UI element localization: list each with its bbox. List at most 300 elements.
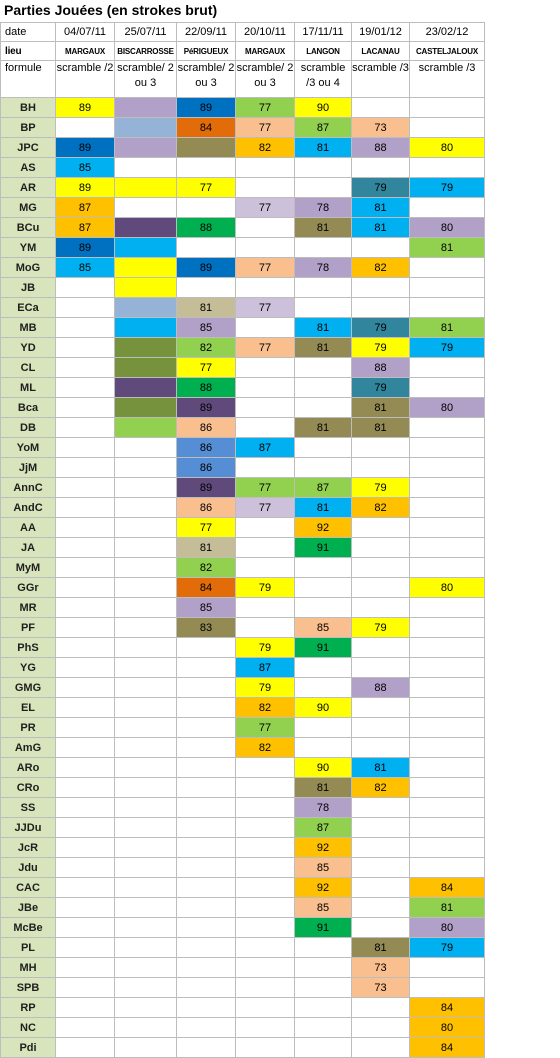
score-cell[interactable] — [352, 918, 410, 938]
score-cell[interactable] — [295, 238, 352, 258]
score-cell[interactable] — [115, 198, 177, 218]
score-cell[interactable] — [410, 798, 485, 818]
formule-cell[interactable]: scramble /3 — [410, 61, 485, 98]
score-cell[interactable]: 82 — [236, 138, 295, 158]
score-cell[interactable]: 91 — [295, 638, 352, 658]
formule-cell[interactable]: scramble /3 — [352, 61, 410, 98]
score-cell[interactable] — [410, 358, 485, 378]
score-cell[interactable] — [410, 678, 485, 698]
score-cell[interactable]: 81 — [295, 318, 352, 338]
score-cell[interactable] — [115, 538, 177, 558]
date-cell[interactable]: 22/09/11 — [177, 23, 236, 42]
score-cell[interactable] — [295, 398, 352, 418]
score-cell[interactable]: 88 — [177, 218, 236, 238]
score-cell[interactable]: 85 — [295, 898, 352, 918]
score-cell[interactable]: 86 — [177, 418, 236, 438]
score-cell[interactable]: 80 — [410, 138, 485, 158]
score-cell[interactable] — [352, 878, 410, 898]
score-cell[interactable] — [295, 978, 352, 998]
score-cell[interactable] — [352, 718, 410, 738]
date-cell[interactable]: 25/07/11 — [115, 23, 177, 42]
score-cell[interactable] — [410, 458, 485, 478]
player-name-cell[interactable]: AndC — [1, 498, 56, 518]
score-cell[interactable] — [115, 238, 177, 258]
formule-cell[interactable]: scramble/ 2 ou 3 — [236, 61, 295, 98]
score-cell[interactable] — [115, 358, 177, 378]
formule-cell[interactable]: scramble /2 — [56, 61, 115, 98]
score-cell[interactable]: 92 — [295, 518, 352, 538]
score-cell[interactable]: 77 — [236, 338, 295, 358]
player-name-cell[interactable]: YoM — [1, 438, 56, 458]
score-cell[interactable] — [236, 458, 295, 478]
score-cell[interactable]: 81 — [295, 418, 352, 438]
score-cell[interactable]: 89 — [177, 258, 236, 278]
score-cell[interactable] — [295, 358, 352, 378]
score-cell[interactable]: 73 — [352, 118, 410, 138]
score-cell[interactable] — [115, 578, 177, 598]
score-cell[interactable] — [236, 898, 295, 918]
score-cell[interactable]: 79 — [352, 478, 410, 498]
score-cell[interactable] — [56, 998, 115, 1018]
score-cell[interactable]: 82 — [352, 498, 410, 518]
score-cell[interactable] — [236, 518, 295, 538]
score-cell[interactable] — [236, 858, 295, 878]
score-cell[interactable] — [56, 898, 115, 918]
player-name-cell[interactable]: AR — [1, 178, 56, 198]
score-cell[interactable] — [352, 838, 410, 858]
score-cell[interactable] — [115, 98, 177, 118]
player-name-cell[interactable]: ARo — [1, 758, 56, 778]
score-cell[interactable] — [115, 458, 177, 478]
player-name-cell[interactable]: AnnC — [1, 478, 56, 498]
score-cell[interactable] — [56, 118, 115, 138]
score-cell[interactable]: 79 — [236, 678, 295, 698]
lieu-cell[interactable]: PéRIGUEUX — [177, 42, 236, 61]
score-cell[interactable] — [177, 638, 236, 658]
lieu-cell[interactable]: BISCARROSSE — [115, 42, 177, 61]
score-cell[interactable] — [115, 618, 177, 638]
score-cell[interactable] — [352, 158, 410, 178]
score-cell[interactable] — [352, 858, 410, 878]
score-cell[interactable] — [295, 438, 352, 458]
player-name-cell[interactable]: JA — [1, 538, 56, 558]
score-cell[interactable] — [115, 558, 177, 578]
score-cell[interactable] — [410, 698, 485, 718]
score-cell[interactable]: 82 — [236, 698, 295, 718]
score-cell[interactable] — [295, 458, 352, 478]
score-cell[interactable]: 87 — [236, 438, 295, 458]
score-cell[interactable] — [56, 818, 115, 838]
score-cell[interactable]: 89 — [56, 98, 115, 118]
score-cell[interactable]: 87 — [56, 198, 115, 218]
score-cell[interactable]: 84 — [177, 578, 236, 598]
score-cell[interactable] — [177, 158, 236, 178]
score-cell[interactable] — [115, 1018, 177, 1038]
player-name-cell[interactable]: NC — [1, 1018, 56, 1038]
score-cell[interactable] — [115, 218, 177, 238]
player-name-cell[interactable]: PF — [1, 618, 56, 638]
score-cell[interactable]: 79 — [352, 318, 410, 338]
score-cell[interactable] — [56, 798, 115, 818]
score-cell[interactable]: 85 — [295, 858, 352, 878]
score-cell[interactable]: 87 — [56, 218, 115, 238]
score-cell[interactable] — [236, 778, 295, 798]
score-cell[interactable] — [56, 278, 115, 298]
score-cell[interactable] — [115, 478, 177, 498]
score-cell[interactable] — [352, 538, 410, 558]
score-cell[interactable] — [177, 758, 236, 778]
score-cell[interactable]: 77 — [177, 358, 236, 378]
score-cell[interactable]: 81 — [352, 198, 410, 218]
score-cell[interactable] — [236, 798, 295, 818]
score-cell[interactable] — [410, 198, 485, 218]
score-cell[interactable] — [56, 918, 115, 938]
score-cell[interactable]: 82 — [352, 778, 410, 798]
formule-row-label[interactable]: formule — [1, 61, 56, 98]
player-name-cell[interactable]: BH — [1, 98, 56, 118]
player-name-cell[interactable]: GGr — [1, 578, 56, 598]
score-cell[interactable]: 90 — [295, 98, 352, 118]
score-cell[interactable] — [115, 278, 177, 298]
score-cell[interactable] — [410, 978, 485, 998]
score-cell[interactable] — [177, 858, 236, 878]
score-cell[interactable]: 92 — [295, 878, 352, 898]
score-cell[interactable]: 80 — [410, 578, 485, 598]
player-name-cell[interactable]: PL — [1, 938, 56, 958]
score-cell[interactable] — [56, 738, 115, 758]
score-cell[interactable] — [410, 558, 485, 578]
player-name-cell[interactable]: GMG — [1, 678, 56, 698]
score-cell[interactable] — [410, 98, 485, 118]
score-cell[interactable] — [236, 358, 295, 378]
score-cell[interactable] — [115, 918, 177, 938]
score-cell[interactable] — [115, 898, 177, 918]
score-cell[interactable]: 80 — [410, 1018, 485, 1038]
score-cell[interactable]: 90 — [295, 698, 352, 718]
score-cell[interactable] — [295, 998, 352, 1018]
score-cell[interactable]: 82 — [352, 258, 410, 278]
score-cell[interactable] — [410, 118, 485, 138]
score-cell[interactable]: 78 — [295, 798, 352, 818]
score-cell[interactable] — [115, 698, 177, 718]
score-cell[interactable] — [352, 738, 410, 758]
player-name-cell[interactable]: Bca — [1, 398, 56, 418]
score-cell[interactable] — [56, 678, 115, 698]
score-cell[interactable] — [177, 938, 236, 958]
score-cell[interactable] — [115, 598, 177, 618]
score-cell[interactable]: 79 — [410, 938, 485, 958]
score-cell[interactable] — [236, 958, 295, 978]
score-cell[interactable] — [56, 1018, 115, 1038]
score-cell[interactable] — [115, 378, 177, 398]
score-cell[interactable]: 77 — [236, 498, 295, 518]
formule-cell[interactable]: scramble/ 2 ou 3 — [177, 61, 236, 98]
score-cell[interactable] — [56, 978, 115, 998]
score-cell[interactable] — [236, 878, 295, 898]
score-cell[interactable]: 85 — [295, 618, 352, 638]
player-name-cell[interactable]: CRo — [1, 778, 56, 798]
score-cell[interactable] — [295, 738, 352, 758]
score-cell[interactable]: 79 — [352, 378, 410, 398]
score-cell[interactable] — [56, 758, 115, 778]
date-cell[interactable]: 23/02/12 — [410, 23, 485, 42]
score-cell[interactable] — [352, 558, 410, 578]
player-name-cell[interactable]: BP — [1, 118, 56, 138]
score-cell[interactable] — [56, 618, 115, 638]
score-cell[interactable] — [410, 778, 485, 798]
score-cell[interactable] — [115, 398, 177, 418]
score-cell[interactable]: 77 — [236, 98, 295, 118]
score-cell[interactable]: 91 — [295, 918, 352, 938]
score-cell[interactable] — [115, 518, 177, 538]
player-name-cell[interactable]: McBe — [1, 918, 56, 938]
score-cell[interactable] — [177, 738, 236, 758]
score-cell[interactable]: 79 — [410, 178, 485, 198]
score-cell[interactable] — [56, 1038, 115, 1058]
score-cell[interactable] — [177, 998, 236, 1018]
score-cell[interactable]: 77 — [177, 518, 236, 538]
score-cell[interactable] — [177, 1038, 236, 1058]
score-cell[interactable] — [236, 538, 295, 558]
score-cell[interactable] — [410, 418, 485, 438]
score-cell[interactable]: 89 — [56, 238, 115, 258]
player-name-cell[interactable]: PhS — [1, 638, 56, 658]
score-cell[interactable] — [115, 258, 177, 278]
player-name-cell[interactable]: PR — [1, 718, 56, 738]
score-cell[interactable]: 79 — [352, 338, 410, 358]
score-cell[interactable] — [295, 178, 352, 198]
score-cell[interactable]: 89 — [177, 478, 236, 498]
score-cell[interactable]: 87 — [295, 118, 352, 138]
score-cell[interactable] — [115, 978, 177, 998]
score-cell[interactable]: 81 — [410, 898, 485, 918]
score-cell[interactable] — [352, 698, 410, 718]
score-cell[interactable] — [177, 198, 236, 218]
player-name-cell[interactable]: YD — [1, 338, 56, 358]
score-cell[interactable]: 73 — [352, 958, 410, 978]
score-cell[interactable]: 81 — [352, 758, 410, 778]
score-cell[interactable]: 81 — [352, 218, 410, 238]
date-cell[interactable]: 20/10/11 — [236, 23, 295, 42]
score-cell[interactable] — [295, 658, 352, 678]
score-cell[interactable] — [115, 298, 177, 318]
score-cell[interactable] — [177, 658, 236, 678]
score-cell[interactable]: 90 — [295, 758, 352, 778]
score-cell[interactable]: 84 — [410, 998, 485, 1018]
score-cell[interactable] — [236, 158, 295, 178]
score-cell[interactable] — [177, 678, 236, 698]
score-cell[interactable] — [352, 238, 410, 258]
score-cell[interactable]: 88 — [352, 678, 410, 698]
score-cell[interactable] — [115, 818, 177, 838]
score-cell[interactable]: 77 — [236, 718, 295, 738]
player-name-cell[interactable]: Pdi — [1, 1038, 56, 1058]
score-cell[interactable] — [115, 718, 177, 738]
score-cell[interactable] — [295, 1018, 352, 1038]
score-cell[interactable] — [410, 758, 485, 778]
score-cell[interactable]: 89 — [56, 178, 115, 198]
score-cell[interactable] — [410, 638, 485, 658]
score-cell[interactable] — [352, 598, 410, 618]
score-cell[interactable]: 77 — [177, 178, 236, 198]
player-name-cell[interactable]: MB — [1, 318, 56, 338]
date-cell[interactable]: 17/11/11 — [295, 23, 352, 42]
score-cell[interactable]: 81 — [352, 938, 410, 958]
score-cell[interactable] — [410, 858, 485, 878]
score-cell[interactable]: 84 — [410, 878, 485, 898]
score-cell[interactable]: 82 — [177, 558, 236, 578]
score-cell[interactable] — [115, 738, 177, 758]
score-cell[interactable]: 81 — [295, 778, 352, 798]
score-cell[interactable] — [410, 378, 485, 398]
score-cell[interactable] — [410, 298, 485, 318]
score-cell[interactable] — [115, 318, 177, 338]
score-cell[interactable] — [56, 318, 115, 338]
score-cell[interactable] — [352, 98, 410, 118]
score-cell[interactable] — [295, 298, 352, 318]
score-cell[interactable]: 82 — [177, 338, 236, 358]
score-cell[interactable]: 86 — [177, 458, 236, 478]
score-cell[interactable]: 88 — [352, 138, 410, 158]
score-cell[interactable] — [115, 118, 177, 138]
score-cell[interactable]: 89 — [177, 98, 236, 118]
score-cell[interactable]: 78 — [295, 198, 352, 218]
score-cell[interactable] — [115, 338, 177, 358]
score-cell[interactable]: 80 — [410, 398, 485, 418]
player-name-cell[interactable]: JBe — [1, 898, 56, 918]
score-cell[interactable] — [410, 818, 485, 838]
score-cell[interactable]: 80 — [410, 918, 485, 938]
score-cell[interactable] — [352, 1038, 410, 1058]
player-name-cell[interactable]: JPC — [1, 138, 56, 158]
player-name-cell[interactable]: AmG — [1, 738, 56, 758]
score-cell[interactable] — [236, 838, 295, 858]
score-cell[interactable]: 86 — [177, 438, 236, 458]
score-cell[interactable]: 86 — [177, 498, 236, 518]
score-cell[interactable] — [410, 498, 485, 518]
score-cell[interactable]: 84 — [410, 1038, 485, 1058]
score-cell[interactable] — [177, 838, 236, 858]
lieu-cell[interactable]: MARGAUX — [236, 42, 295, 61]
score-cell[interactable]: 77 — [236, 258, 295, 278]
score-cell[interactable]: 88 — [352, 358, 410, 378]
player-name-cell[interactable]: SS — [1, 798, 56, 818]
player-name-cell[interactable]: JB — [1, 278, 56, 298]
player-name-cell[interactable]: YM — [1, 238, 56, 258]
score-cell[interactable] — [56, 718, 115, 738]
score-cell[interactable] — [115, 998, 177, 1018]
score-cell[interactable] — [352, 518, 410, 538]
score-cell[interactable] — [56, 498, 115, 518]
player-name-cell[interactable]: CL — [1, 358, 56, 378]
score-cell[interactable]: 81 — [352, 418, 410, 438]
score-cell[interactable] — [115, 498, 177, 518]
score-cell[interactable] — [115, 838, 177, 858]
player-name-cell[interactable]: JJDu — [1, 818, 56, 838]
score-cell[interactable]: 81 — [177, 538, 236, 558]
score-cell[interactable] — [115, 1038, 177, 1058]
score-cell[interactable] — [56, 478, 115, 498]
score-cell[interactable] — [352, 278, 410, 298]
player-name-cell[interactable]: BCu — [1, 218, 56, 238]
player-name-cell[interactable]: SPB — [1, 978, 56, 998]
player-name-cell[interactable]: EL — [1, 698, 56, 718]
player-name-cell[interactable]: MG — [1, 198, 56, 218]
player-name-cell[interactable]: CAC — [1, 878, 56, 898]
score-cell[interactable] — [352, 898, 410, 918]
score-cell[interactable] — [410, 438, 485, 458]
score-cell[interactable]: 87 — [295, 478, 352, 498]
score-cell[interactable] — [56, 398, 115, 418]
score-cell[interactable]: 85 — [56, 158, 115, 178]
score-cell[interactable] — [177, 818, 236, 838]
score-cell[interactable]: 81 — [410, 238, 485, 258]
score-cell[interactable] — [295, 558, 352, 578]
score-cell[interactable] — [236, 998, 295, 1018]
score-cell[interactable] — [236, 758, 295, 778]
score-cell[interactable] — [352, 998, 410, 1018]
score-cell[interactable] — [115, 138, 177, 158]
score-cell[interactable] — [56, 458, 115, 478]
score-cell[interactable] — [236, 238, 295, 258]
score-cell[interactable] — [56, 518, 115, 538]
score-cell[interactable] — [352, 578, 410, 598]
score-cell[interactable]: 79 — [236, 578, 295, 598]
score-cell[interactable] — [410, 658, 485, 678]
score-cell[interactable] — [295, 378, 352, 398]
score-cell[interactable] — [352, 658, 410, 678]
score-cell[interactable] — [115, 878, 177, 898]
score-cell[interactable]: 77 — [236, 298, 295, 318]
score-cell[interactable] — [115, 158, 177, 178]
score-cell[interactable] — [352, 298, 410, 318]
score-cell[interactable] — [236, 1018, 295, 1038]
score-cell[interactable] — [295, 718, 352, 738]
score-cell[interactable] — [56, 558, 115, 578]
player-name-cell[interactable]: DB — [1, 418, 56, 438]
score-cell[interactable]: 81 — [177, 298, 236, 318]
lieu-cell[interactable]: LACANAU — [352, 42, 410, 61]
player-name-cell[interactable]: AA — [1, 518, 56, 538]
score-cell[interactable]: 89 — [177, 398, 236, 418]
date-row-label[interactable]: date — [1, 23, 56, 42]
score-cell[interactable] — [295, 158, 352, 178]
score-cell[interactable] — [295, 278, 352, 298]
formule-cell[interactable]: scramble/ 2 ou 3 — [115, 61, 177, 98]
score-cell[interactable] — [177, 238, 236, 258]
score-cell[interactable] — [236, 1038, 295, 1058]
score-cell[interactable]: 81 — [295, 138, 352, 158]
score-cell[interactable] — [177, 278, 236, 298]
score-cell[interactable] — [236, 598, 295, 618]
score-cell[interactable]: 77 — [236, 198, 295, 218]
score-cell[interactable] — [115, 778, 177, 798]
score-cell[interactable]: 81 — [295, 218, 352, 238]
score-cell[interactable] — [410, 618, 485, 638]
score-cell[interactable]: 91 — [295, 538, 352, 558]
score-cell[interactable] — [115, 638, 177, 658]
score-cell[interactable] — [177, 958, 236, 978]
player-name-cell[interactable]: MH — [1, 958, 56, 978]
score-cell[interactable] — [177, 878, 236, 898]
score-cell[interactable] — [236, 218, 295, 238]
lieu-row-label[interactable]: lieu — [1, 42, 56, 61]
player-name-cell[interactable]: JcR — [1, 838, 56, 858]
score-cell[interactable] — [410, 158, 485, 178]
score-cell[interactable] — [410, 518, 485, 538]
score-cell[interactable]: 79 — [352, 618, 410, 638]
score-cell[interactable] — [177, 718, 236, 738]
